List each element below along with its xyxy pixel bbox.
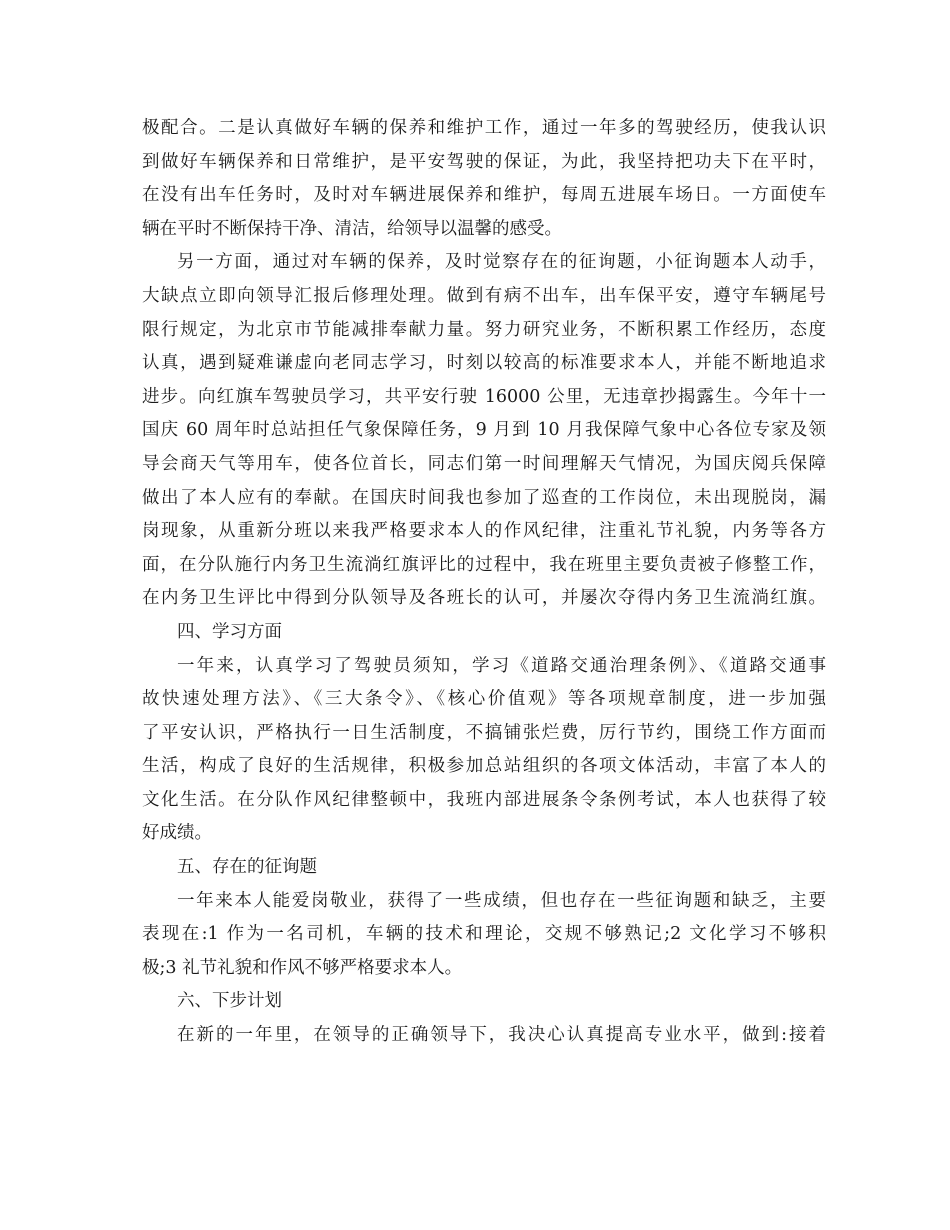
text-line: 导会商天气等用车，使各位首长，同志们第一时间理解天气情况，为国庆阅兵保障 xyxy=(142,453,826,474)
text-line: 面，在分队施行内务卫生流淌红旗评比的过程中，我在班里主要负责被子修整工作， xyxy=(142,554,826,575)
text-line: 在新的一年里，在领导的正确领导下，我决心认真提高专业水平，做到:接着 xyxy=(177,1025,826,1046)
text-line: 生活，构成了良好的生活规律，积极参加总站组织的各项文体活动，丰富了本人的 xyxy=(142,756,826,777)
text-line: 好成绩。 xyxy=(142,823,212,844)
text-line: 进步。向红旗车驾驶员学习，共平安行驶 16000 公里，无违章抄揭露生。今年十一 xyxy=(142,386,826,407)
text-line: 四、学习方面 xyxy=(177,621,282,642)
text-line: 在没有出车任务时，及时对车辆进展保养和维护，每周五进展车场日。一方面使车 xyxy=(142,185,826,206)
text-line: 五、存在的征询题 xyxy=(177,857,317,878)
text-line: 极;3 礼节礼貌和作风不够严格要求本人。 xyxy=(142,957,463,978)
text-line: 在内务卫生评比中得到分队领导及各班长的认可，并屡次夺得内务卫生流淌红旗。 xyxy=(142,588,826,609)
document-body xyxy=(142,112,826,1053)
text-line: 辆在平时不断保持干净、清洁，给领导以温馨的感受。 xyxy=(142,218,562,239)
text-line: 岗现象，从重新分班以来我严格要求本人的作风纪律，注重礼节礼貌，内务等各方 xyxy=(142,521,826,542)
text-line: 做出了本人应有的奉献。在国庆时间我也参加了巡查的工作岗位，未出现脱岗，漏 xyxy=(142,487,826,508)
text-line: 表现在:1 作为一名司机，车辆的技术和理论，交规不够熟记;2 文化学习不够积 xyxy=(142,924,826,945)
text-line: 六、下步计划 xyxy=(177,991,282,1012)
text-line: 故快速处理方法》、《三大条令》、《核心价值观》等各项规章制度，进一步加强 xyxy=(142,689,826,710)
text-line: 另一方面，通过对车辆的保养，及时觉察存在的征询题，小征询题本人动手， xyxy=(177,252,826,273)
text-line: 到做好车辆保养和日常维护，是平安驾驶的保证，为此，我坚持把功夫下在平时， xyxy=(142,151,826,172)
text-line: 文化生活。在分队作风纪律整顿中，我班内部进展条令条例考试，本人也获得了较 xyxy=(142,789,826,810)
text-line: 了平安认识，严格执行一日生活制度，不搞铺张烂费，厉行节约，围绕工作方面而 xyxy=(142,722,826,743)
text-line: 大缺点立即向领导汇报后修理处理。做到有病不出车，出车保平安，遵守车辆尾号 xyxy=(142,285,826,306)
text-line: 一年来，认真学习了驾驶员须知，学习《道路交通治理条例》、《道路交通事 xyxy=(177,655,826,676)
text-line: 国庆 60 周年时总站担任气象保障任务，9 月到 10 月我保障气象中心各位专家及领 xyxy=(142,420,826,441)
text-line: 限行规定，为北京市节能减排奉献力量。努力研究业务，不断积累工作经历，态度 xyxy=(142,319,826,340)
text-line: 极配合。二是认真做好车辆的保养和维护工作，通过一年多的驾驶经历，使我认识 xyxy=(142,118,826,138)
text-line: 一年来本人能爱岗敬业，获得了一些成绩，但也存在一些征询题和缺乏，主要 xyxy=(177,890,826,911)
text-line: 认真，遇到疑难谦虚向老同志学习，时刻以较高的标准要求本人，并能不断地追求 xyxy=(142,353,826,374)
